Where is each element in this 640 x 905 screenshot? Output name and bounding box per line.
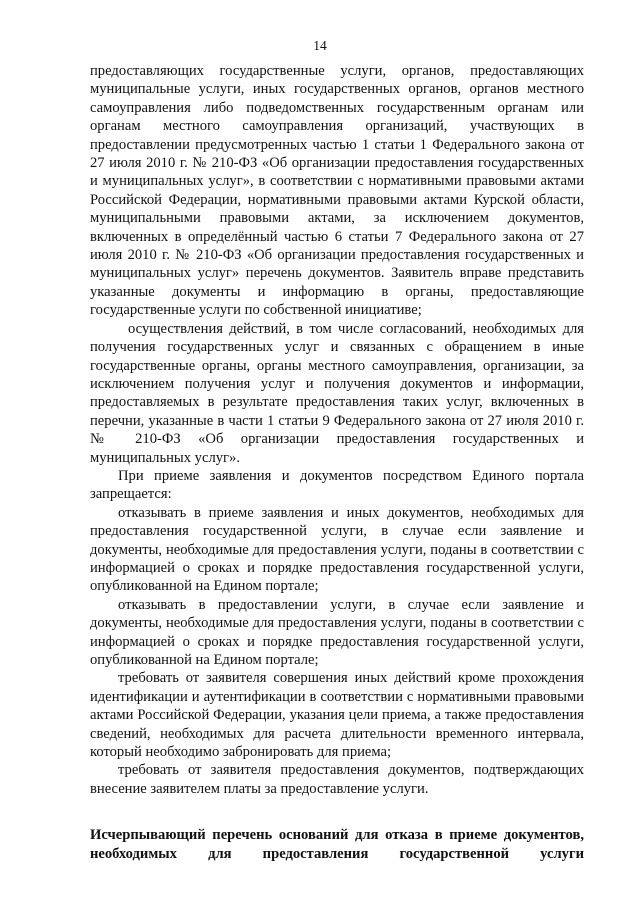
list-item-payment-docs: требовать от заявителя предоставления документов, подтверждающих внесение заявителем платы за предоставление услуги.: [90, 762, 584, 797]
list-item-extra-actions: требовать от заявителя совершения иных действий кроме прохождения идентификации и аутентификации в соответствии с нормативными правовыми актами Российской Федерации, указания цели приема, а также предоставления сведений, необходимых для расчета длительности временного интервала, который необходимо забронировать для приема;: [90, 670, 584, 761]
paragraph-continuation: предоставляющих государственные услуги, органов, предоставляющих муниципальные услуги, иных государственных органов, органов местного самоуправления либо подведомственных государственным органам или органам местного самоуправления организаций, участвующих в предоставлении предусмотренных частью 1 статьи 1 Федерального закона от 27 июля 2010 г. № 210-ФЗ «Об организации предоставления государственных и муниципальных услуг», в соответствии с нормативными правовыми актами Российской Федерации, нормативными правовыми актами Курской области, муниципальными правовыми актами, за исключением документов, включенных в определённый частью 6 статьи 7 Федерального закона от 27 июля 2010 г. № 210-ФЗ «Об организации предоставления государственных и муниципальных услуг» перечень документов. Заявитель вправе представить указанные документы и информацию в органы, предоставляющие государственные услуги по собственной инициативе;: [90, 63, 584, 319]
document-body: [90, 62, 584, 798]
list-item-refuse-acceptance: отказывать в приеме заявления и иных документов, необходимых для предоставления государственной услуги, в случае если заявление и документы, необходимые для предоставления услуги, поданы в соответствии с информацией о сроках и порядке предоставления государственной услуги, опубликованной на Едином портале;: [90, 504, 584, 595]
paragraph-actions: осуществления действий, в том числе согласований, необходимых для получения государственных услуг и связанных с обращением в иные государственные органы, органы местного самоуправления, организации, за исключением получения услуг и получения документов и информации, предоставляемых в результате предоставления таких услуг, включенных в перечни, указанные в части 1 статьи 9 Федерального закона от 27 июля 2010 г. № 210-ФЗ «Об организации предоставления государственных и муниципальных услуг».: [90, 320, 584, 466]
section-heading: Исчерпывающий перечень оснований для отказа в приеме документов, необходимых для предоставления государственной услуги: [90, 827, 584, 862]
page-number: 14: [313, 38, 327, 53]
paragraph-portal-intro: При приеме заявления и документов посредством Единого портала запрещается:: [90, 467, 584, 503]
list-item-refuse-service: отказывать в предоставлении услуги, в случае если заявление и документы, необходимые для предоставления услуги, поданы в соответствии с информацией о сроках и порядке предоставления государственной услуги, опубликованной на Едином портале;: [90, 596, 584, 668]
